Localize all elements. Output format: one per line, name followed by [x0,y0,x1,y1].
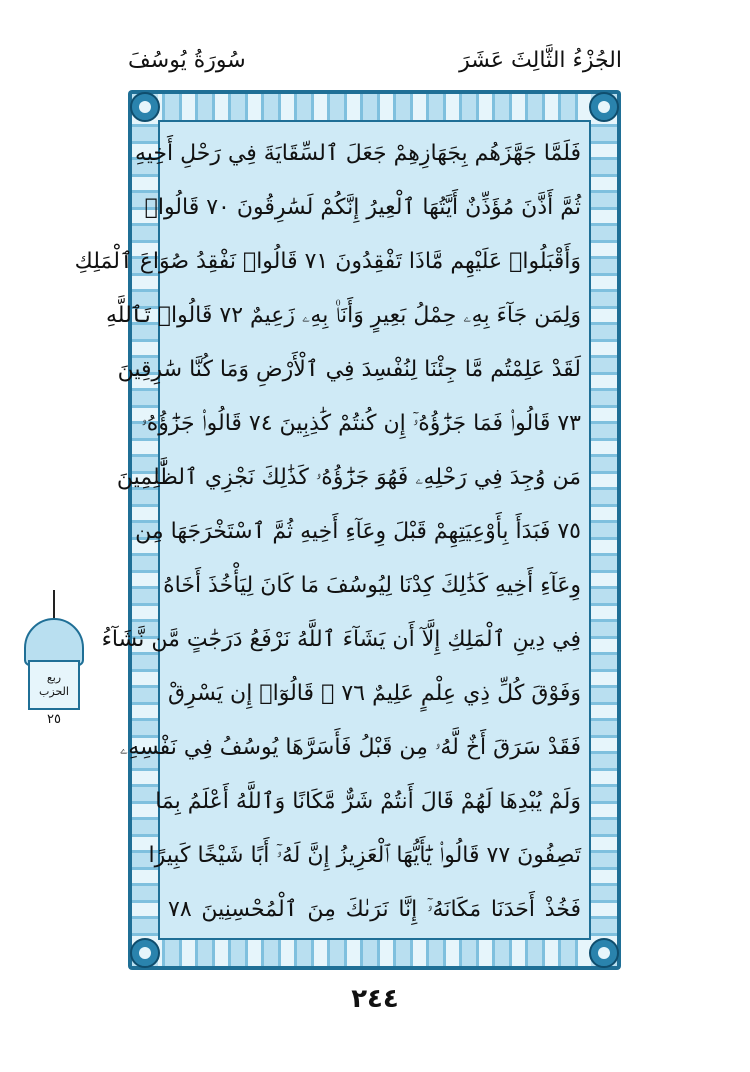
verse-text-block [74,134,581,930]
marker-label-quarter: ربع [46,671,62,684]
corner-ornament-icon [130,92,160,122]
verse-line-13: وَلَمْ يُبْدِهَا لَهُمْ قَالَ أَنتُمْ شَرٌّ مَّكَانًا وَٱللَّهُ أَعْلَمُ بِمَا [155,789,581,814]
marker-hizb-number: ٢٥ [47,712,61,727]
marker-label-hizb: الحزب [39,685,69,698]
verse-line-12: فَقَدْ سَرَقَ أَخٌ لَّهُۥ مِن قَبْلُ فَأَسَرَّهَا يُوسُفُ فِي نَفْسِهِۦ [119,735,581,760]
text-panel [74,120,591,940]
marker-dome-icon [24,618,84,666]
verse-line-3: وَأَقْبَلُوا۟ عَلَيْهِم مَّاذَا تَفْقِدُونَ ٧١ قَالُوا۟ نَفْقِدُ صُوَاعَ ٱلْمَلِكِ [74,249,581,274]
verse-line-7: مَن وُجِدَ فِي رَحْلِهِۦ فَهُوَ جَزَٰٓؤُهُۥ كَذَٰلِكَ نَجْزِي ٱلظَّٰلِمِينَ [116,465,581,490]
marker-label-box [28,660,80,710]
verse-line-8: ٧٥ فَبَدَأَ بِأَوْعِيَتِهِمْ قَبْلَ وِعَآءِ أَخِيهِ ثُمَّ ٱسْتَخْرَجَهَا مِن [135,519,581,544]
verse-line-2: ثُمَّ أَذَّنَ مُؤَذِّنٌ أَيَّتُهَا ٱلْعِيرُ إِنَّكُمْ لَسَٰرِقُونَ ٧٠ قَالُوا۟ [144,195,581,220]
verse-line-15: فَخُذْ أَحَدَنَا مَكَانَهُۥٓ إِنَّا نَرَىٰكَ مِنَ ٱلْمُحْسِنِينَ ٧٨ [168,897,581,922]
frame-right-band [591,94,617,966]
header-juz-name: الجُزْءُ الثَّالِثَ عَشَرَ [459,48,622,73]
corner-ornament-icon [589,938,619,968]
hizb-quarter-marker [18,590,90,730]
verse-line-9: وِعَآءِ أَخِيهِ كَذَٰلِكَ كِدْنَا لِيُوسُفَ مَا كَانَ لِيَأْخُذَ أَخَاهُ [163,573,581,598]
ornamental-frame [74,90,621,970]
verse-line-6: ٧٣ قَالُوا۟ فَمَا جَزَٰٓؤُهُۥٓ إِن كُنتُمْ كَٰذِبِينَ ٧٤ قَالُوا۟ جَزَٰٓؤُهُۥ [141,411,581,436]
verse-line-5: لَقَدْ عَلِمْتُم مَّا جِئْنَا لِنُفْسِدَ فِي ٱلْأَرْضِ وَمَا كُنَّا سَٰرِقِينَ [117,357,581,382]
verse-line-10: فِي دِينِ ٱلْمَلِكِ إِلَّآ أَن يَشَآءَ ٱللَّهُ نَرْفَعُ دَرَجَٰتٍ مَّن نَّشَآءُ [101,627,581,652]
verse-line-4: وَلِمَن جَآءَ بِهِۦ حِمْلُ بَعِيرٍ وَأَنَا۠ بِهِۦ زَعِيمٌ ٧٢ قَالُوا۟ تَٱللَّهِ [105,303,581,328]
header-surah-name: سُورَةُ يُوسُفَ [128,48,246,73]
verse-line-1: فَلَمَّا جَهَّزَهُم بِجَهَازِهِمْ جَعَلَ ٱلسِّقَايَةَ فِي رَحْلِ أَخِيهِ [134,141,581,166]
corner-ornament-icon [130,938,160,968]
verse-line-11: وَفَوْقَ كُلِّ ذِي عِلْمٍ عَلِيمٌ ٧٦ ۞ قَالُوٓا۟ إِن يَسْرِقْ [168,681,581,706]
page-number: ٢٤٤ [351,984,399,1014]
verse-line-14: تَصِفُونَ ٧٧ قَالُوا۟ يَٰٓأَيُّهَا ٱلْعَزِيزُ إِنَّ لَهُۥٓ أَبًا شَيْخًا كَبِيرًا [148,843,581,868]
corner-ornament-icon [589,92,619,122]
